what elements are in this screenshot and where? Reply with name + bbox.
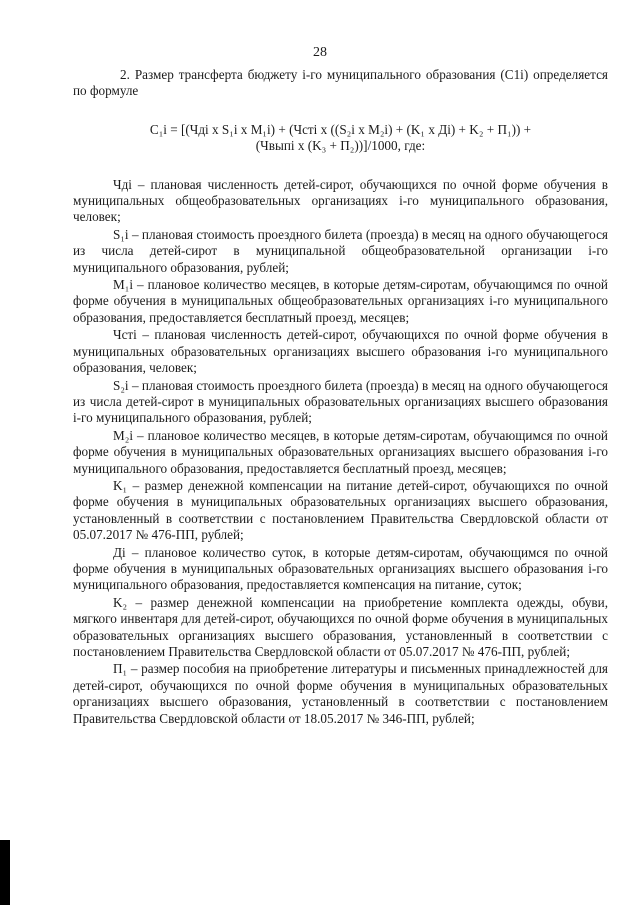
definitions-list <box>73 177 608 727</box>
definition-symbol: Чстi <box>113 327 137 343</box>
definition-item <box>73 378 608 427</box>
definition-symbol: M₁i <box>113 277 133 293</box>
definition-text: – плановая численность детей-сирот, обучающихся по очной форме обучения в муниципальных образовательных организациях высшего образования i-го муниципального образования, человек; <box>73 327 608 376</box>
definition-item <box>73 428 608 477</box>
definition-symbol: M₂i <box>113 427 133 443</box>
definition-text: – размер денежной компенсации на питание детей-сирот, обучающихся по очной форме обучения в муниципальных образовательных организациях высшего образования, установленный в соответствии с постановлением Правительства Свердловской области от 05.07.2017 № 476-ПП, рублей; <box>73 477 608 543</box>
definition-item <box>73 277 608 326</box>
formula-line-2: (Чвыпi x (K₃ + П₂))]/1000, где: <box>255 138 426 154</box>
definition-item <box>73 661 608 727</box>
definition-text: – плановое количество месяцев, в которые детям-сиротам, обучающимся по очной форме обучения в муниципальных общеобразовательных организациях i-го муниципального образования, предоставляется бесплатный проезд, месяцев; <box>73 277 608 325</box>
definition-symbol: K₂ <box>113 594 128 610</box>
definition-item <box>73 478 608 544</box>
definition-symbol: K₁ <box>113 477 128 493</box>
definition-symbol: S₁i <box>113 226 129 242</box>
definition-item <box>73 177 608 226</box>
definition-symbol: Дi <box>113 544 126 560</box>
definition-symbol: Чдi <box>113 176 132 192</box>
definition-symbol: П₁ <box>113 661 128 677</box>
definition-text: – плановое количество суток, в которые детям-сиротам, обучающимся по очной форме обучения в муниципальных образовательных организациях высшего образования i-го муниципального образования, предоставляется компенсация на питание, суток; <box>73 544 608 593</box>
document-body <box>73 67 608 728</box>
definition-text: – размер денежной компенсации на приобретение комплекта одежды, обуви, мягкого инвентаря для детей-сирот, обучающихся по очной форме обучения в муниципальных образовательных организациях высшего образования, установленный в соответствии с постановлением Правительства Свердловской области от 05.07.2017 № 476-ПП, рублей; <box>73 594 608 659</box>
scan-edge-mark <box>0 840 10 905</box>
definition-text: – плановая численность детей-сирот, обучающихся по очной форме обучения в муниципальных общеобразовательных организациях i-го муниципального образования, человек; <box>73 176 608 225</box>
definition-item <box>73 227 608 276</box>
definition-text: – размер пособия на приобретение литературы и письменных принадлежностей для детей-сирот, обучающихся по очной форме обучения в муниципальных образовательных организациях высшего образования, установленный в соответствии с постановлением Правительства Свердловской области от 18.05.2017 № 346-ПП, рублей; <box>73 661 608 726</box>
definition-text: – плановая стоимость проездного билета (проезда) в месяц на одного обучающегося из числа детей-сирот в муниципальной общеобразовательной организации i-го муниципального образования, рублей; <box>73 226 608 275</box>
definition-text: – плановая стоимость проездного билета (проезда) в месяц на одного обучающегося из числа детей-сирот в муниципальных образовательных организациях высшего образования i-го муниципального образования, рублей; <box>73 377 608 426</box>
intro-paragraph: 2. Размер трансферта бюджету i-го муниципального образования (C1i) определяется по формуле <box>73 67 608 99</box>
definition-item <box>73 327 608 376</box>
transfer-formula <box>73 122 608 155</box>
page-number: 28 <box>313 45 327 60</box>
definition-symbol: S₂i <box>113 377 129 393</box>
definition-text: – плановое количество месяцев, в которые детям-сиротам, обучающимся по очной форме обучения в муниципальных образовательных организациях высшего образования i-го муниципального образования, предоставляется бесплатный проезд, месяцев; <box>73 427 608 476</box>
definition-item <box>73 545 608 594</box>
formula-line-1: C₁i = [(Чдi x S₁i x M₁i) + (Чстi x ((S₂i x M₂i) + (K₁ x Дi) + K₂ + П₁)) + <box>149 121 532 137</box>
definition-item <box>73 595 608 661</box>
